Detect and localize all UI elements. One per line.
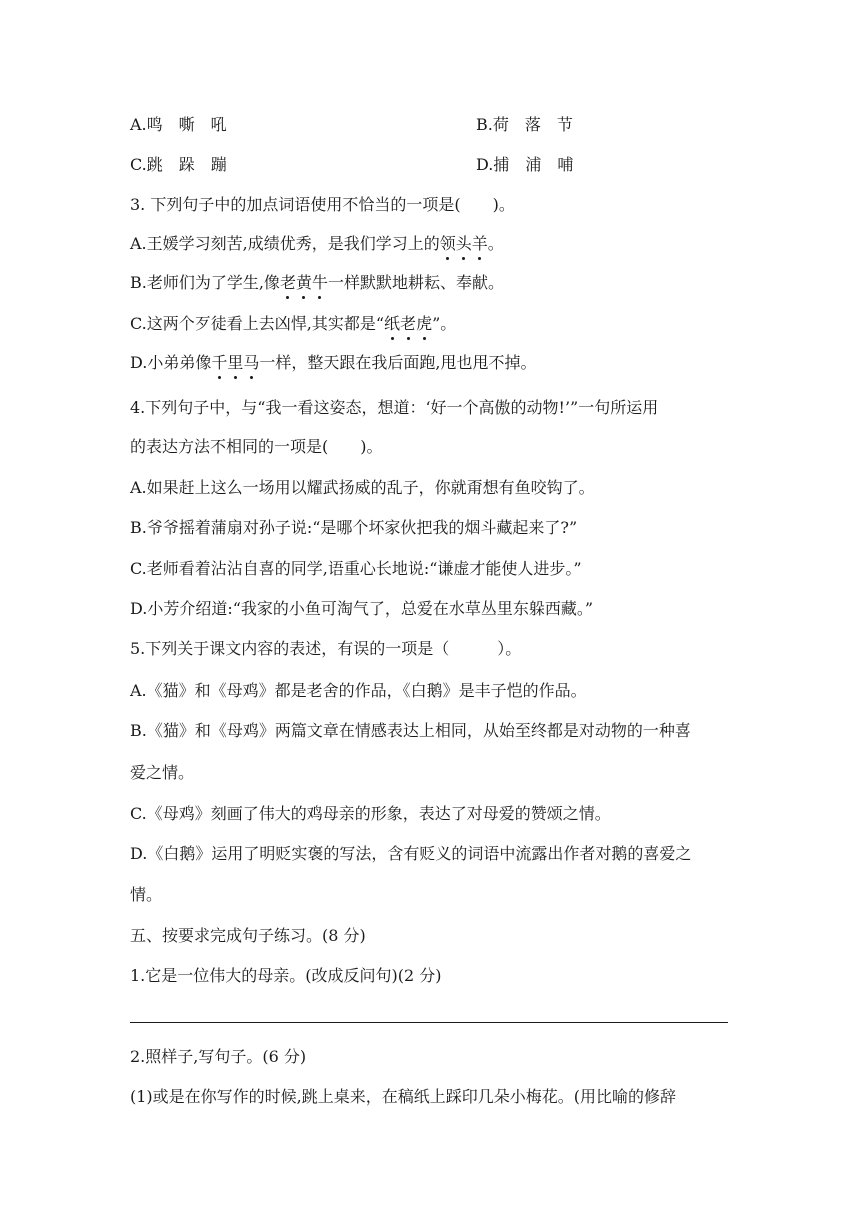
dotted-char: 马	[243, 353, 260, 372]
dotted-char: 里	[227, 353, 244, 372]
q2-option-c: C.跳 跺 蹦	[130, 155, 227, 174]
dotted-char: 头	[455, 234, 472, 253]
q5-option-c: C.《母鸡》刻画了伟大的鸡母亲的形象，表达了对母爱的赞颂之情。	[130, 804, 611, 823]
q3-option-c	[130, 313, 730, 335]
answer-line[interactable]	[130, 1022, 728, 1023]
q5-option-d-line-1: D.《白鹅》运用了明贬实褒的写法，含有贬义的词语中流露出作者对鹅的喜爱之	[130, 844, 692, 863]
q2-option-d: D.捕 浦 哺	[476, 155, 574, 174]
section-5-heading: 五、按要求完成句子练习。(8 分)	[130, 926, 366, 945]
dotted-char: 羊	[471, 234, 488, 253]
q5-option-a: A.《猫》和《母鸡》都是老舍的作品，《白鹅》是丰子恺的作品。	[130, 681, 587, 700]
q2-option-a: A.鸣 嘶 吼	[130, 115, 227, 134]
q3-option-a	[130, 233, 730, 255]
section-5-q2-1: (1)或是在你写作的时候,跳上桌来，在稿纸上踩印几朵小梅花。(用比喻的修辞	[130, 1087, 676, 1106]
dotted-char: 老	[279, 273, 296, 292]
q3-stem: 3. 下列句子中的加点词语使用不恰当的一项是( )。	[130, 195, 515, 214]
q5-option-d-line-2: 情。	[130, 885, 163, 904]
q3-b-text: B.老师们为了学生,像	[130, 273, 280, 292]
dotted-char: 老	[400, 314, 417, 333]
q3-b-text-end: 一样默默地耕耘、奉献。	[327, 273, 504, 292]
dotted-char: 虎	[416, 314, 433, 333]
dotted-char: 牛	[311, 273, 328, 292]
q4-option-d: D.小芳介绍道:“我家的小鱼可淘气了，总爱在水草丛里东躲西藏。”	[130, 599, 594, 618]
q4-option-b: B.爷爷摇着蒲扇对孙子说:“是哪个坏家伙把我的烟斗藏起来了?”	[130, 518, 578, 537]
q3-d-text: D.小弟弟像	[130, 353, 212, 372]
section-5-q2: 2.照样子,写句子。(6 分)	[130, 1047, 307, 1066]
q3-a-text-end: 。	[487, 234, 504, 253]
q4-option-a: A.如果赶上这么一场用以耀武扬威的乱子，你就甭想有鱼咬钩了。	[130, 478, 595, 497]
q5-stem: 5.下列关于课文内容的表述，有误的一项是（ ）。	[130, 639, 522, 658]
q4-stem-line-1: 4.下列句子中，与“我一看这姿态，想道：‘好一个高傲的动物!’”一句所运用	[130, 398, 659, 417]
q3-d-text-end: 一样，整天跟在我后面跑,甩也甩不掉。	[259, 353, 537, 372]
q4-stem-line-2: 的表达方法不相同的一项是( )。	[130, 437, 383, 456]
dotted-char: 纸	[384, 314, 401, 333]
q5-option-b-line-2: 爱之情。	[130, 763, 195, 782]
q3-c-text: C.这两个歹徒看上去凶悍,其实都是“	[130, 314, 385, 333]
q5-option-b-line-1: B.《猫》和《母鸡》两篇文章在情感表达上相同，从始至终都是对动物的一种喜	[130, 721, 691, 740]
dotted-char: 领	[439, 234, 456, 253]
dotted-char: 千	[211, 353, 228, 372]
q3-c-text-end: ”。	[432, 314, 457, 333]
dotted-char: 黄	[295, 273, 312, 292]
section-5-q1: 1.它是一位伟大的母亲。(改成反问句)(2 分)	[130, 966, 442, 985]
q3-option-b	[130, 272, 730, 294]
q4-option-c: C.老师看着沾沾自喜的同学,语重心长地说:“谦虚才能使人进步。”	[130, 559, 582, 578]
q3-option-d	[130, 352, 730, 374]
q3-a-text: A.王媛学习刻苦,成绩优秀，是我们学习上的	[130, 234, 440, 253]
q2-option-b: B.荷 落 节	[476, 115, 573, 134]
